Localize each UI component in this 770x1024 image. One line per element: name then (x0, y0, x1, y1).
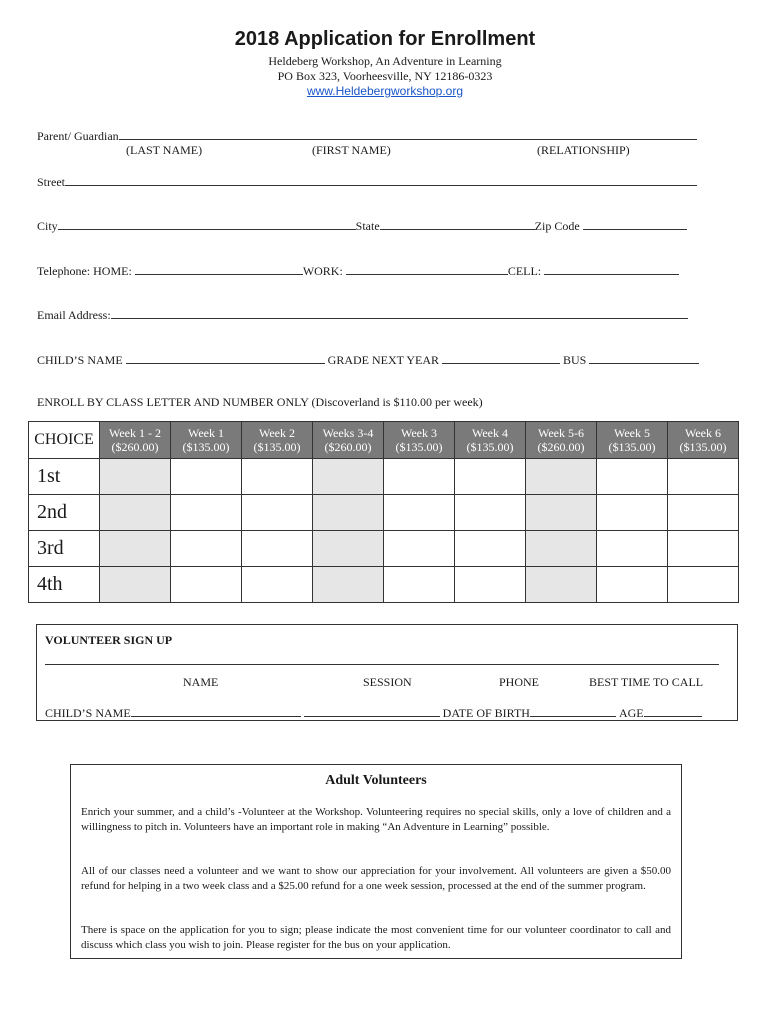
telephone-home-label: Telephone: HOME: (37, 264, 132, 278)
grid-cell[interactable] (455, 459, 526, 495)
volunteer-childs-name-label: CHILD’S NAME (45, 706, 131, 720)
grid-cell[interactable] (668, 531, 739, 567)
grid-cell[interactable] (313, 495, 384, 531)
grid-cell[interactable] (100, 495, 171, 531)
week-header: Week 1 - 2 ($260.00) (100, 422, 171, 459)
choice-row-label: 2nd (29, 495, 100, 531)
website-row (0, 84, 770, 99)
grid-cell[interactable] (242, 495, 313, 531)
adult-paragraph-2: All of our classes need a volunteer and we want to show our appreciation for your involvement. All volunteers are given a $50.00 refund for helping in a two week class and a $25.00 refund for a one week session, processed at the end of the summer program. (81, 865, 671, 892)
grid-cell[interactable] (455, 495, 526, 531)
week-header: Week 1 ($135.00) (171, 422, 242, 459)
street-label: Street (37, 175, 65, 189)
parent-guardian-label: Parent/ Guardian (37, 129, 119, 143)
grid-cell[interactable] (171, 531, 242, 567)
adult-paragraph-1: Enrich your summer, and a child’s -Volunteer at the Workshop. Volunteering requires no special skills, only a love of children and a willingness to pitch in. Volunteers have an important role in making “An Adventure in Learning” possible. (81, 806, 671, 833)
week-header: Week 2 ($135.00) (242, 422, 313, 459)
parent-guardian-row (37, 127, 697, 144)
volunteer-heading: VOLUNTEER SIGN UP (45, 633, 173, 647)
grid-row-2 (29, 495, 739, 531)
street-row (37, 173, 697, 190)
home-phone-field[interactable] (135, 262, 303, 275)
volunteer-child-row (45, 704, 702, 721)
grid-cell[interactable] (597, 459, 668, 495)
street-field[interactable] (65, 173, 697, 186)
week-header: Weeks 3-4 ($260.00) (313, 422, 384, 459)
cell-phone-field[interactable] (544, 262, 679, 275)
volunteer-childs-name-field-2[interactable] (304, 704, 440, 717)
parent-guardian-field[interactable] (119, 127, 697, 140)
relationship-caption: (RELATIONSHIP) (537, 143, 630, 157)
adult-volunteers-box (70, 764, 682, 959)
grid-cell[interactable] (526, 531, 597, 567)
grid-cell[interactable] (668, 459, 739, 495)
grid-cell[interactable] (384, 495, 455, 531)
work-phone-field[interactable] (346, 262, 508, 275)
grid-cell[interactable] (313, 459, 384, 495)
volunteer-dob-label: DATE OF BIRTH (442, 706, 530, 720)
grid-cell[interactable] (597, 567, 668, 603)
grid-cell[interactable] (171, 495, 242, 531)
city-field[interactable] (58, 217, 356, 230)
childs-name-field[interactable] (126, 351, 325, 364)
adult-paragraph-3: There is space on the application for you to sign; please indicate the most convenient time for our volunteer coordinator to call and discuss which class you wish to join. Please register for the bus on your application. (81, 924, 671, 951)
child-row (37, 351, 699, 368)
grade-field[interactable] (442, 351, 560, 364)
zip-label: Zip Code (534, 219, 580, 233)
grid-cell[interactable] (526, 567, 597, 603)
volunteer-name-caption: NAME (183, 675, 219, 689)
choice-header: CHOICE (29, 422, 100, 459)
week-header: Week 6 ($135.00) (668, 422, 739, 459)
last-name-caption: (LAST NAME) (126, 143, 203, 157)
grid-cell[interactable] (313, 567, 384, 603)
grid-row-4 (29, 567, 739, 603)
grid-cell[interactable] (668, 495, 739, 531)
grid-header-row (29, 422, 739, 459)
org-name: Heldeberg Workshop, An Adventure in Learning (268, 54, 502, 68)
work-label: WORK: (302, 264, 343, 278)
city-row (37, 217, 687, 234)
choice-row-label: 1st (29, 459, 100, 495)
grid-row-3 (29, 531, 739, 567)
week-header: Week 5-6 ($260.00) (526, 422, 597, 459)
volunteer-best-time-caption: BEST TIME TO CALL (589, 675, 704, 689)
grid-cell[interactable] (668, 567, 739, 603)
grid-cell[interactable] (455, 567, 526, 603)
volunteer-phone-caption: PHONE (499, 675, 540, 689)
volunteer-age-label: AGE (618, 706, 644, 720)
enroll-note: ENROLL BY CLASS LETTER AND NUMBER ONLY (Discoverland is $110.00 per week) (37, 395, 483, 409)
website-link[interactable]: www.Heldebergworkshop.org (306, 84, 464, 98)
cell-label: CELL: (507, 264, 542, 278)
email-label: Email Address: (37, 308, 111, 322)
grid-cell[interactable] (171, 567, 242, 603)
bus-field[interactable] (589, 351, 699, 364)
volunteer-childs-name-field[interactable] (131, 704, 301, 717)
childs-name-label: CHILD’S NAME (37, 353, 123, 367)
enrollment-grid (28, 421, 739, 603)
grid-cell[interactable] (384, 567, 455, 603)
grade-label: GRADE NEXT YEAR (327, 353, 439, 367)
week-header: Week 3 ($135.00) (384, 422, 455, 459)
week-header: Week 5 ($135.00) (597, 422, 668, 459)
grid-cell[interactable] (242, 531, 313, 567)
grid-cell[interactable] (597, 495, 668, 531)
volunteer-age-field[interactable] (644, 704, 702, 717)
grid-cell[interactable] (597, 531, 668, 567)
week-header: Week 4 ($135.00) (455, 422, 526, 459)
state-label: State (355, 219, 380, 233)
org-address: PO Box 323, Voorheesville, NY 12186-0323 (277, 69, 493, 83)
volunteer-session-caption: SESSION (363, 675, 412, 689)
grid-cell[interactable] (100, 531, 171, 567)
state-field[interactable] (380, 217, 535, 230)
grid-cell[interactable] (384, 531, 455, 567)
grid-cell[interactable] (100, 567, 171, 603)
page-title: 2018 Application for Enrollment (234, 28, 536, 50)
grid-cell[interactable] (242, 459, 313, 495)
volunteer-line-field[interactable] (45, 662, 719, 665)
grid-cell[interactable] (171, 459, 242, 495)
grid-cell[interactable] (313, 531, 384, 567)
adult-volunteers-heading: Adult Volunteers (325, 773, 427, 788)
grid-cell[interactable] (100, 459, 171, 495)
grid-row-1 (29, 459, 739, 495)
grid-cell[interactable] (455, 531, 526, 567)
grid-cell[interactable] (384, 459, 455, 495)
grid-cell[interactable] (242, 567, 313, 603)
bus-label: BUS (563, 353, 587, 367)
telephone-row (37, 262, 679, 279)
email-field[interactable] (111, 306, 688, 319)
first-name-caption: (FIRST NAME) (312, 143, 391, 157)
zip-field[interactable] (583, 217, 687, 230)
choice-row-label: 4th (29, 567, 100, 603)
grid-cell[interactable] (526, 495, 597, 531)
volunteer-signup-box (36, 624, 738, 721)
volunteer-dob-field[interactable] (530, 704, 616, 717)
city-label: City (37, 219, 58, 233)
email-row (37, 306, 688, 323)
grid-cell[interactable] (526, 459, 597, 495)
choice-row-label: 3rd (29, 531, 100, 567)
